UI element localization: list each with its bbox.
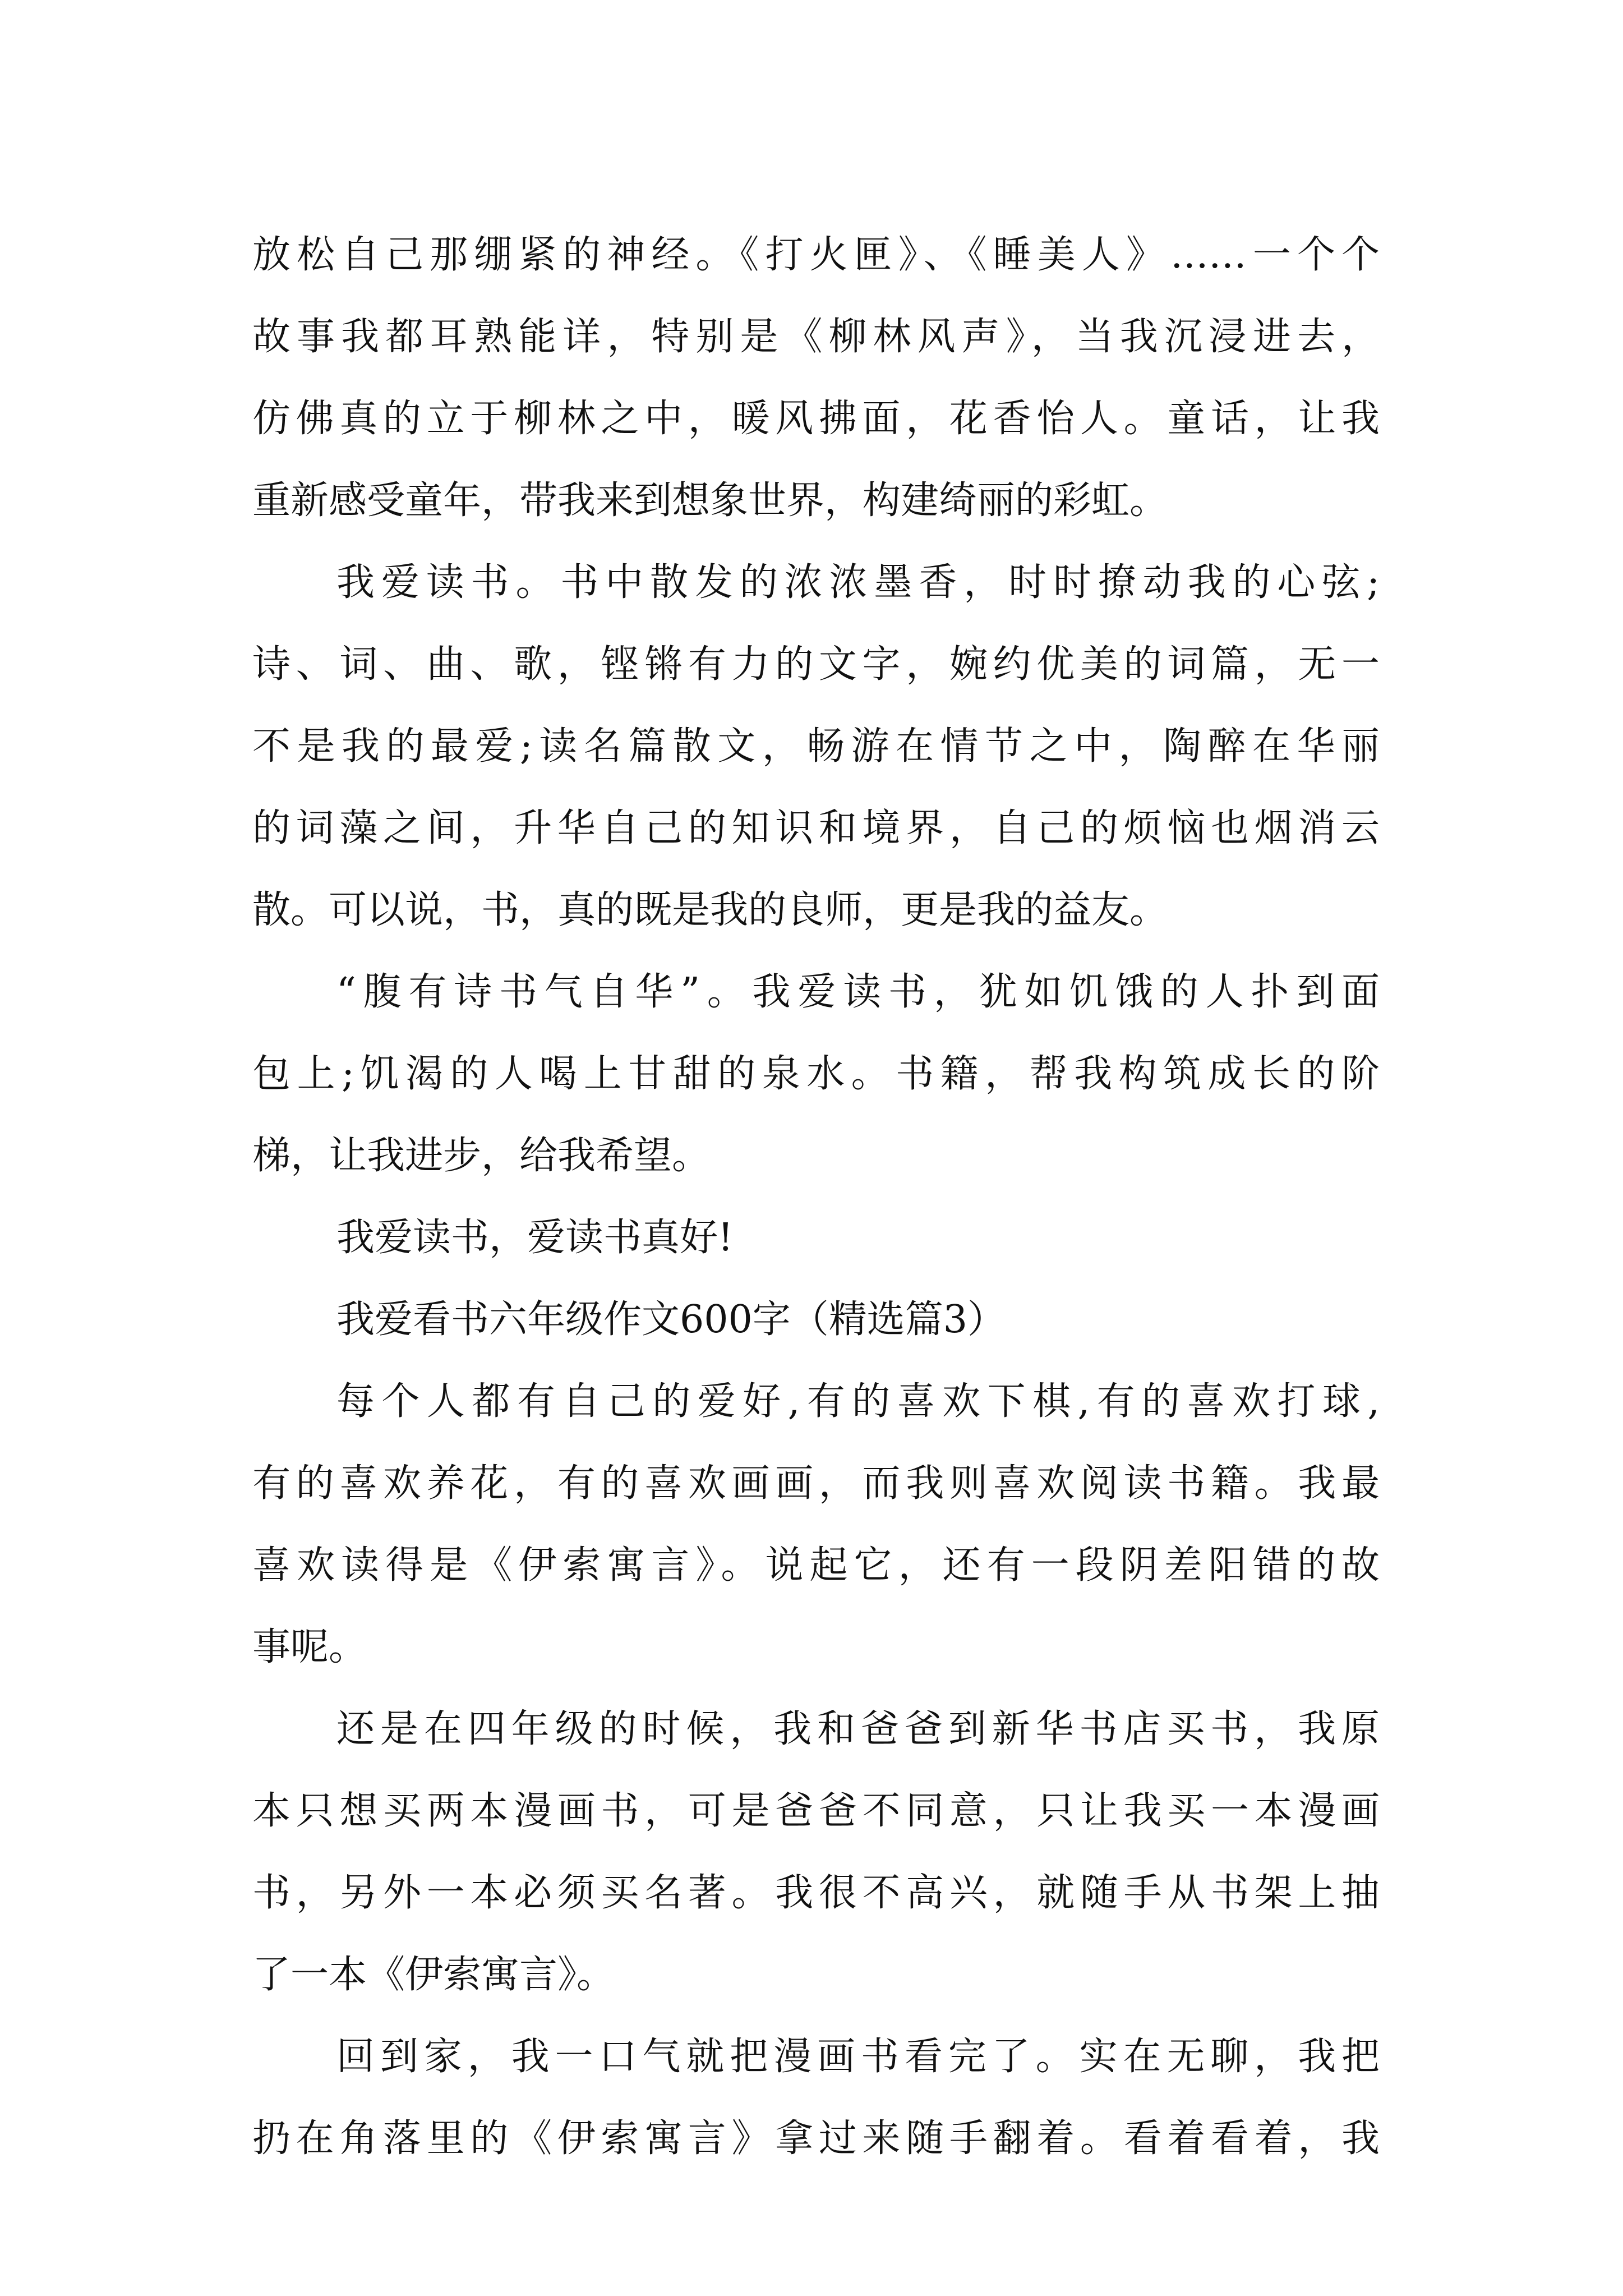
text-line: 的词藻之间，升华自己的知识和境界，自己的烦恼也烟消云 xyxy=(252,806,1380,850)
section-heading xyxy=(252,1279,1380,1361)
text-line: 有的喜欢养花，有的喜欢画画，而我则喜欢阅读书籍。我最 xyxy=(252,1461,1380,1506)
text-line: 我爱读书，爱读书真好! xyxy=(336,1216,734,1260)
paragraph xyxy=(252,214,1380,542)
text-line: 放松自己那绷紧的神经。《打火匣》、《睡美人》……一个个 xyxy=(252,233,1380,277)
text-line: 书，另外一本必须买名著。我很不高兴，就随手从书架上抽 xyxy=(252,1871,1380,1915)
text-line: 重新感受童年，带我来到想象世界，构建绮丽的彩虹。 xyxy=(252,478,1168,523)
text-line: 散。可以说，书，真的既是我的良师，更是我的益友。 xyxy=(252,888,1168,932)
text-line: 梯，让我进步，给我希望。 xyxy=(252,1134,711,1178)
paragraph xyxy=(252,542,1380,951)
text-line: 回到家，我一口气就把漫画书看完了。实在无聊，我把 xyxy=(336,2035,1380,2079)
paragraph xyxy=(252,951,1380,1197)
paragraph xyxy=(252,1688,1380,2016)
text-line: 扔在角落里的《伊索寓言》拿过来随手翻着。看着看着，我 xyxy=(252,2116,1380,2161)
heading-text: 我爱看书六年级作文600字（精选篇3） xyxy=(336,1297,1006,1342)
text-line: 了一本《伊索寓言》。 xyxy=(252,1953,615,1997)
text-line: 还是在四年级的时候，我和爸爸到新华书店买书，我原 xyxy=(336,1707,1380,1751)
text-line: 每个人都有自己的爱好,有的喜欢下棋,有的喜欢打球, xyxy=(336,1379,1380,1424)
paragraph xyxy=(252,2016,1380,2180)
text-line: 故事我都耳熟能详，特别是《柳林风声》，当我沉浸进去， xyxy=(252,315,1380,359)
text-line: 事呢。 xyxy=(252,1625,367,1669)
essay-body xyxy=(252,214,1380,2180)
text-line: 不是我的最爱;读名篇散文，畅游在情节之中，陶醉在华丽 xyxy=(252,724,1380,769)
text-line: 本只想买两本漫画书，可是爸爸不同意，只让我买一本漫画 xyxy=(252,1789,1380,1833)
text-line: 我爱读书。书中散发的浓浓墨香，时时撩动我的心弦; xyxy=(336,560,1380,605)
text-line: 喜欢读得是《伊索寓言》。说起它，还有一段阴差阳错的故 xyxy=(252,1543,1380,1588)
text-line: 仿佛真的立于柳林之中，暖风拂面，花香怡人。童话，让我 xyxy=(252,397,1380,441)
text-line: 诗、词、曲、歌，铿锵有力的文字，婉约优美的词篇，无一 xyxy=(252,642,1380,687)
text-line: “腹有诗书气自华”。我爱读书，犹如饥饿的人扑到面 xyxy=(336,970,1380,1014)
paragraph xyxy=(252,1361,1380,1688)
paragraph xyxy=(252,1197,1380,1279)
text-line: 包上;饥渴的人喝上甘甜的泉水。书籍，帮我构筑成长的阶 xyxy=(252,1052,1380,1096)
